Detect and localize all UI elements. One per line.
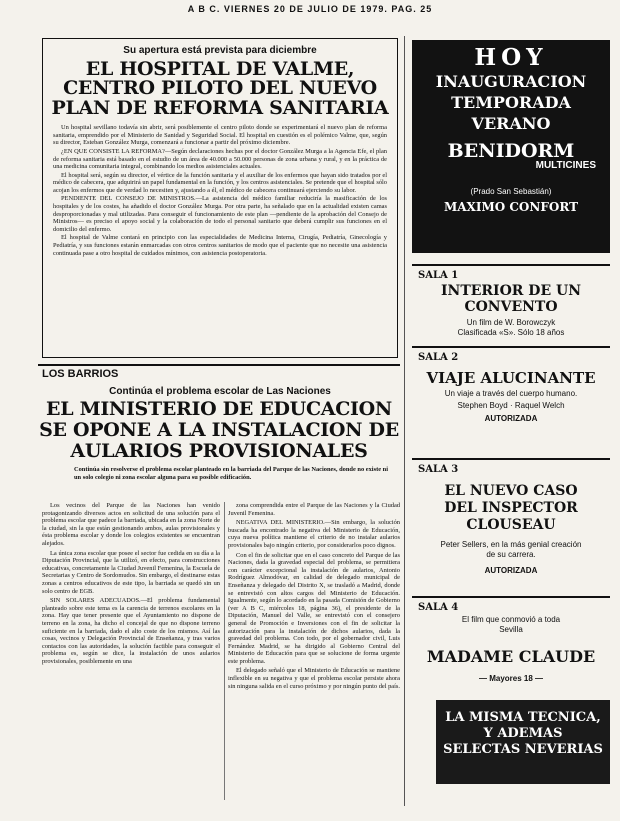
sala-1: [412, 264, 610, 342]
sala-note: — Mayores 18 —: [478, 674, 544, 683]
sala-label: SALA 3: [418, 464, 459, 475]
footer-line: Y ADEMAS: [483, 726, 563, 741]
cinema-ad-footer: [436, 700, 610, 784]
sala-2: [412, 346, 610, 450]
column-divider: [224, 502, 225, 800]
sala-credit: Peter Sellers, en la más genial creación de su carrera.: [440, 540, 582, 559]
hospital-paragraph: El hospital de Valme contará en principio con las especialidades de Medicina Interna, Cirugía, Pediatría, Ginecología y Pediatría, y sus funciones estarán enmarcadas con otros centros sanitarios de modo que el paciente que no necesite una asistencia continuada pase a otro hospital de cuidados mínimos, con asistencia postoperatoria.: [53, 234, 387, 257]
sala-credit: Un film de W. Borowczyk: [466, 318, 556, 327]
schools-lead: Continúa sin resolverse el problema escolar planteado en la barriada del Parque de las Naciones, donde no existe ni un solo colegio ni zona escolar alguna para su posible edificación.: [74, 466, 388, 481]
sala-note: Clasificada «S». Sólo 18 años: [457, 328, 565, 337]
sala-label: SALA 1: [418, 270, 459, 281]
sala-title: EL NUEVO CASO DEL INSPECTOR CLOUSEAU: [444, 483, 578, 533]
hospital-kicker: Su apertura está prevista para diciembre: [123, 45, 317, 56]
schools-column-2: [228, 502, 400, 802]
sala-note: AUTORIZADA: [484, 566, 538, 575]
schools-paragraph: NEGATIVA DEL MINISTERIO.—Sin embargo, la solución buscada ha encontrado la negativa del Ministerio de Educación, cuya nueva política mantiene el criterio de no instalar aularios provisionales bajo ningún criterio, por considerarlos poco dignos.: [228, 519, 400, 549]
sala-title: INTERIOR DE UN CONVENTO: [440, 283, 581, 315]
hospital-paragraph: PENDIENTE DEL CONSEJO DE MINISTROS.—La asistencia del médico familiar reduciría la masificación de los hospitales y de los costes, ha añadido el doctor González Murga. Por otra parte, ha señalado que en la actualidad existen camas desproporcionadas y mal utilizadas. Para conseguir el funcionamiento de este plan —pendiente de la aprobación del Consejo de Ministros— es preciso el apoyo social y la colaboración de todo el personal sanitario que deberá cumplir sus funciones en el domicilio del enfermo.: [53, 195, 387, 233]
footer-line: SELECTAS NEVERIAS: [443, 742, 603, 757]
multicines-label: MULTICINES: [535, 160, 596, 171]
sala-credit: El film que conmovió a toda Sevilla: [461, 615, 561, 634]
schools-headline: EL MINISTERIO DE EDUCACION SE OPONE A LA INSTALACION DE AULARIOS PROVISIONALES: [39, 398, 399, 462]
hospital-paragraph: Un hospital sevillano todavía sin abrir, será posiblemente el centro piloto donde se experimentará el nuevo plan de reforma sanitaria, emprendido por el Ministerio de Sanidad y Seguridad Social. El hospital en cuestión es el polémico Valme, que, según su director, Esteban González Murga, comenzará a funcionar a partir del próximo diciembre.: [53, 124, 387, 147]
sala-4: [412, 596, 610, 696]
section-rule: [38, 364, 400, 366]
vertical-divider: [404, 36, 405, 806]
hospital-body: [53, 124, 387, 257]
schools-paragraph: La única zona escolar que posee el sector fue cedida en su día a la Diputación Provincial, que la utilizó, en efecto, para construcciones educativas, concretamente la Ciudad Juvenil Femenina, la Escuela de Secretarias y Centro de Sordomudos. Sin embargo, el destinarse estas zonas a centros educativos de este tipo, la barriada se quedó sin un solo centro de EGB.: [42, 549, 220, 595]
hoy-label: HOY: [474, 44, 548, 71]
schools-paragraph: Con el fin de solicitar que en el caso concreto del Parque de las Naciones, dada la gravedad especial del problema, se permitiera con carácter excepcional la instalación de aularios, Antonio Rodríguez Almodóvar, en calidad de delegado municipal de Enseñanza y delegado del Distrito X, se trasladó a Madrid, donde se entrevistó con altos cargos del Ministerio de Educación. Igualmente, según lo acordado en la pasada Comisión de Gobierno (ver A B C, miércoles 18, página 36), el presidente de la Diputación, Manuel del Valle, se entrevistó con el consejero general de Promoción e Inversiones con el fin de solicitar la autorización para la instalación de dichos aularios, dada la gravedad del problema. Con todo, por el gobernador civil, Luis Fernández Madrid, se ha dirigido al Gobierno Central del Ministerio de Educación para que se solucione de forma urgente este problema.: [228, 551, 400, 665]
sala-cast: Stephen Boyd · Raquel Welch: [457, 401, 565, 410]
schools-paragraph: SIN SOLARES ADECUADOS.—El problema fundamental planteado sobre este tema es la carencia de terrenos escolares en la zona. Hay que tener presente que el Ayuntamiento no dispone de terreno en la zona, ha dicho el concejal de que no dispone terreno suficiente en la barriada, dado el alto coste de los mismos. Así las cosas, vecinos y Delegación Provincial de Enseñanza, y tras varios contactos con las autoridades, la solución factible para conseguir el problema es, según se dice, la instalación de unos aularios provisionales, posiblemente en una: [42, 597, 220, 665]
hospital-paragraph: El hospital será, según su director, el vértice de la función sanitaria y el auxiliar de los enfermos que hayan sido tratados por el médico de cabecera, que adquirirá un papel fundamental en la función, y los centros asistenciales. Se pretende que el hospital sólo acojan los enfermos que de verdad lo necesiten y, ajustando a él, el médico de cabecera continuará ejerciendo su labor.: [53, 171, 387, 194]
sala-label: SALA 4: [418, 602, 459, 613]
hospital-paragraph: ¿EN QUE CONSISTE LA REFORMA?—Según declaraciones hechas por el doctor González Murga a la Agencia Efe, el plan de reforma sanitaria está basado en el estudio de un área de 40.000 a 50.000 personas de zona urbana y rural, y en la práctica de una medicina comunitaria integral, combinando los medios asistenciales actuales.: [53, 147, 387, 171]
temporada-label: TEMPORADA: [451, 93, 571, 112]
section-label: LOS BARRIOS: [42, 368, 119, 380]
sala-3: [412, 458, 610, 584]
schools-kicker: Continúa el problema escolar de Las Naciones: [109, 386, 331, 397]
sala-title: MADAME CLAUDE: [426, 647, 596, 666]
cinema-ad-header: [412, 40, 610, 253]
schools-paragraph: Los vecinos del Parque de las Naciones han venido protagonizando diversos actos en solicitud de una solución para el problema escolar que padece la barriada, ubicada en la zona Norte de la ciudad, sin la que están gestionando ambos, aulas provisionales y ésta problema escolar y donde los colegios existentes se encuentran alejados.: [42, 502, 220, 547]
inauguracion-label: INAUGURACION: [435, 72, 587, 91]
page-header: A B C. VIERNES 20 DE JULIO DE 1979. PAG. 25: [187, 4, 433, 14]
schools-paragraph: El delegado señaló que el Ministerio de Educación se mantiene inflexible en su negativa y que el problema escolar persiste ahora sin ninguna salida en el curso próximo y por ningún punto del país.: [228, 667, 400, 690]
cinema-name: BENIDORM: [447, 140, 575, 162]
confort-label: MAXIMO CONFORT: [443, 200, 579, 214]
sala-label: SALA 2: [418, 352, 459, 363]
sala-credit: Un viaje a través del cuerpo humano.: [444, 389, 578, 398]
verano-label: VERANO: [471, 114, 551, 133]
schools-paragraph: zona comprendida entre el Parque de las Naciones y la Ciudad Juvenil Femenina.: [228, 502, 400, 517]
cinema-location: (Prado San Sebastián): [470, 187, 552, 196]
footer-line: LA MISMA TECNICA,: [445, 710, 601, 725]
sala-title: VIAJE ALUCINANTE: [426, 369, 596, 387]
schools-column-1: [42, 502, 220, 802]
sala-note: AUTORIZADA: [484, 414, 538, 423]
hospital-article-box: [42, 38, 398, 358]
hospital-headline: EL HOSPITAL DE VALME, CENTRO PILOTO DEL NUEVO PLAN DE REFORMA SANITARIA: [51, 58, 389, 119]
